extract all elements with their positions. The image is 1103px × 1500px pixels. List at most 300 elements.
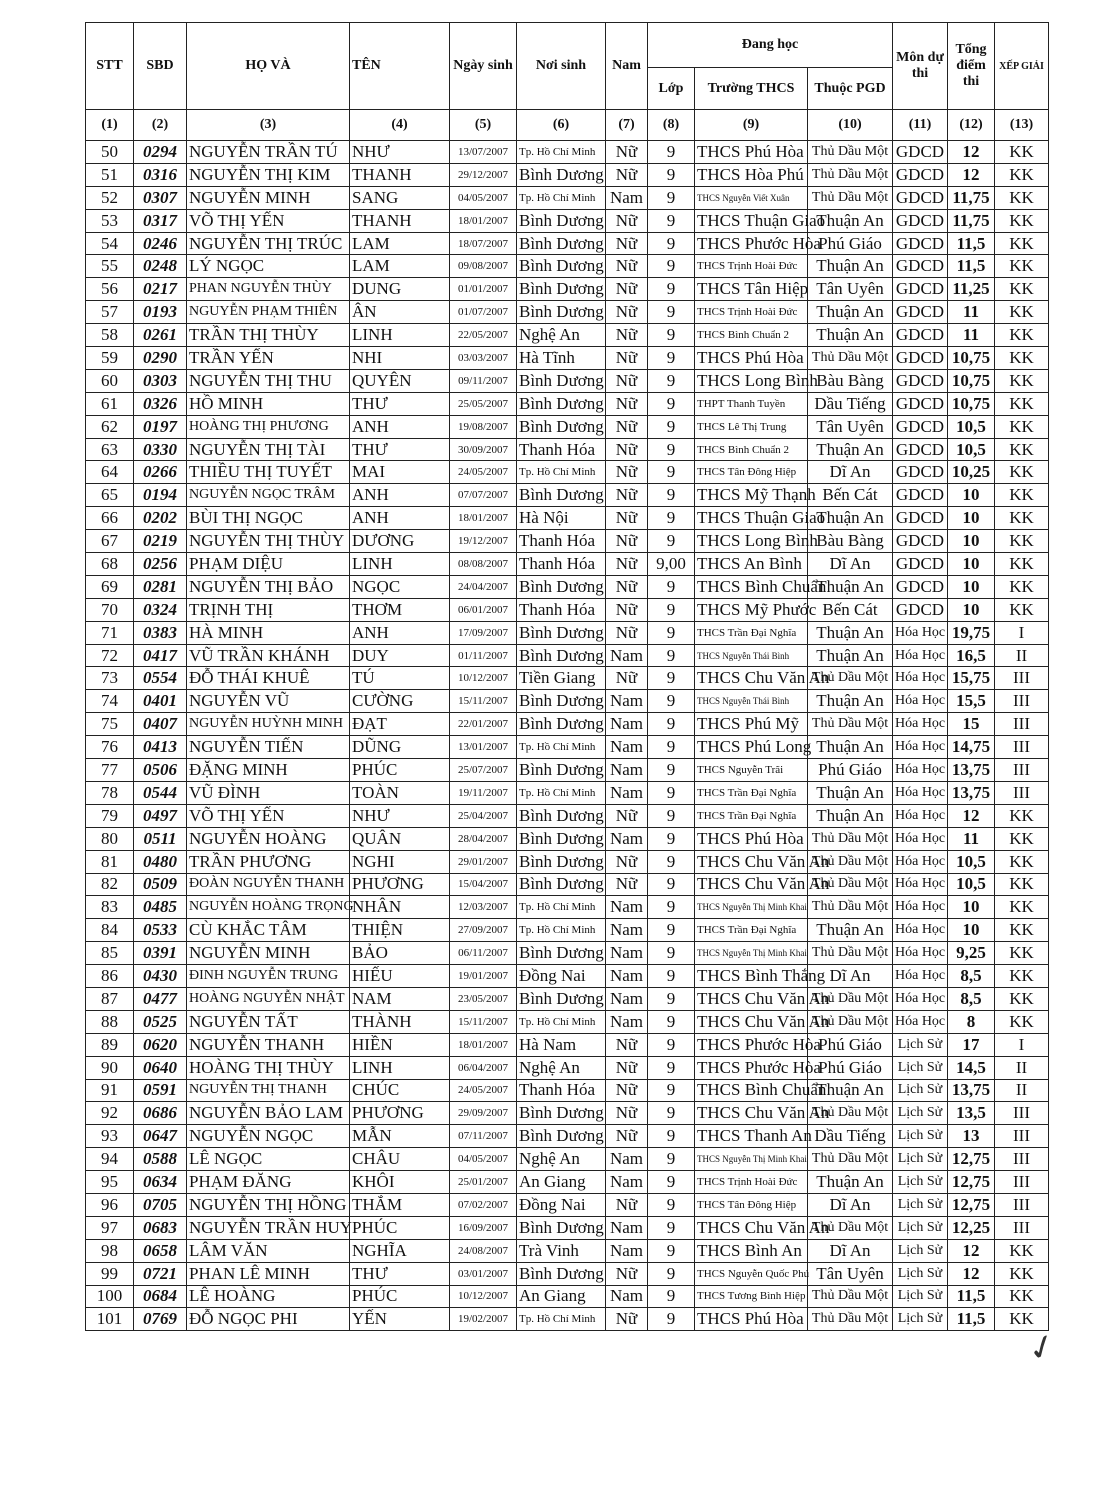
cell-xep-giai: KK: [995, 324, 1049, 347]
cell-mon: GDCD: [893, 186, 948, 209]
cell-gioi-tinh: Nữ: [606, 484, 648, 507]
cell-lop: 9: [648, 644, 695, 667]
cell-noi-sinh: Thanh Hóa: [517, 438, 606, 461]
cell-ho: NGUYỄN HOÀNG TRỌNG: [187, 896, 350, 919]
cell-lop: 9: [648, 415, 695, 438]
cell-truong: THCS Phú Hòa: [695, 1308, 808, 1331]
table-row: [86, 1102, 1049, 1125]
header-num: (5): [450, 110, 517, 141]
cell-sbd: 0248: [134, 255, 187, 278]
table-row: [86, 141, 1049, 164]
cell-ho: VÕ THỊ YẾN: [187, 804, 350, 827]
cell-thuoc-pgd: Thuận An: [808, 1171, 893, 1194]
cell-xep-giai: III: [995, 759, 1049, 782]
cell-gioi-tinh: Nam: [606, 987, 648, 1010]
cell-ten: DŨNG: [350, 736, 450, 759]
cell-ngay-sinh: 19/11/2007: [450, 781, 517, 804]
cell-ho: HOÀNG THỊ PHƯƠNG: [187, 415, 350, 438]
cell-mon: GDCD: [893, 553, 948, 576]
cell-thuoc-pgd: Thuận An: [808, 324, 893, 347]
cell-ngay-sinh: 19/01/2007: [450, 965, 517, 988]
cell-ho: NGUYỄN THỊ THU: [187, 369, 350, 392]
table-row: [86, 507, 1049, 530]
cell-stt: 92: [86, 1102, 134, 1125]
cell-ngay-sinh: 01/11/2007: [450, 644, 517, 667]
cell-mon: GDCD: [893, 324, 948, 347]
cell-sbd: 0430: [134, 965, 187, 988]
cell-ngay-sinh: 29/01/2007: [450, 850, 517, 873]
cell-mon: Hóa Học: [893, 896, 948, 919]
cell-noi-sinh: Tiền Giang: [517, 667, 606, 690]
cell-sbd: 0391: [134, 942, 187, 965]
cell-lop: 9: [648, 301, 695, 324]
cell-ho: PHAN LÊ MINH: [187, 1262, 350, 1285]
cell-sbd: 0219: [134, 530, 187, 553]
table-row: [86, 347, 1049, 370]
cell-ten: DƯƠNG: [350, 530, 450, 553]
cell-tong-diem: 10,75: [948, 392, 995, 415]
cell-lop: 9: [648, 987, 695, 1010]
table-row: [86, 1056, 1049, 1079]
cell-gioi-tinh: Nữ: [606, 163, 648, 186]
cell-gioi-tinh: Nữ: [606, 415, 648, 438]
cell-thuoc-pgd: Thủ Dầu Một: [808, 1148, 893, 1171]
cell-ten: LINH: [350, 1056, 450, 1079]
cell-xep-giai: III: [995, 736, 1049, 759]
cell-ten: NGHI: [350, 850, 450, 873]
cell-ho: NGUYỄN TIẾN: [187, 736, 350, 759]
cell-truong: THCS Phước Hòa: [695, 1056, 808, 1079]
cell-truong: THCS Nguyễn Thái Bình: [695, 644, 808, 667]
cell-xep-giai: KK: [995, 598, 1049, 621]
cell-truong: THCS Phước Hòa: [695, 1033, 808, 1056]
cell-xep-giai: KK: [995, 1308, 1049, 1331]
cell-mon: Hóa Học: [893, 1010, 948, 1033]
cell-mon: GDCD: [893, 392, 948, 415]
cell-stt: 95: [86, 1171, 134, 1194]
cell-ho: TRỊNH THỊ: [187, 598, 350, 621]
cell-truong: THCS Trần Đại Nghĩa: [695, 781, 808, 804]
cell-tong-diem: 19,75: [948, 621, 995, 644]
table-row: [86, 301, 1049, 324]
cell-sbd: 0684: [134, 1285, 187, 1308]
cell-ten: PHƯƠNG: [350, 1102, 450, 1125]
cell-truong: THCS Bình Chuẩn: [695, 575, 808, 598]
cell-gioi-tinh: Nữ: [606, 530, 648, 553]
cell-ngay-sinh: 09/11/2007: [450, 369, 517, 392]
cell-ho: HOÀNG THỊ THÙY: [187, 1056, 350, 1079]
cell-mon: Hóa Học: [893, 644, 948, 667]
cell-truong: THCS Phước Hòa: [695, 232, 808, 255]
cell-truong: THCS Nguyễn Quốc Phú: [695, 1262, 808, 1285]
cell-ho: NGUYỄN VŨ: [187, 690, 350, 713]
cell-ngay-sinh: 15/04/2007: [450, 873, 517, 896]
cell-thuoc-pgd: Bàu Bàng: [808, 369, 893, 392]
cell-stt: 62: [86, 415, 134, 438]
cell-thuoc-pgd: Thủ Dầu Một: [808, 827, 893, 850]
cell-truong: THCS Bình Thắng: [695, 965, 808, 988]
cell-lop: 9,00: [648, 553, 695, 576]
cell-xep-giai: KK: [995, 507, 1049, 530]
cell-ho: THIỀU THỊ TUYẾT: [187, 461, 350, 484]
cell-lop: 9: [648, 850, 695, 873]
cell-thuoc-pgd: Thủ Dầu Một: [808, 163, 893, 186]
cell-mon: Hóa Học: [893, 781, 948, 804]
table-row: [86, 1285, 1049, 1308]
header-num: (4): [350, 110, 450, 141]
table-row: [86, 667, 1049, 690]
signature-mark: ✓: [1022, 1326, 1063, 1371]
cell-noi-sinh: Tp. Hồ Chí Minh: [517, 461, 606, 484]
cell-ho: ĐOÀN NGUYỄN THANH: [187, 873, 350, 896]
cell-ten: PHƯƠNG: [350, 873, 450, 896]
table-row: [86, 461, 1049, 484]
cell-ten: LAM: [350, 232, 450, 255]
cell-stt: 100: [86, 1285, 134, 1308]
cell-stt: 60: [86, 369, 134, 392]
cell-truong: THCS Trịnh Hoài Đức: [695, 1171, 808, 1194]
header-numbers-row: [86, 110, 1049, 141]
cell-ngay-sinh: 22/01/2007: [450, 713, 517, 736]
cell-ten: NHI: [350, 347, 450, 370]
cell-thuoc-pgd: Phú Giáo: [808, 1033, 893, 1056]
cell-ho: NGUYỄN HUỲNH MINH: [187, 713, 350, 736]
cell-ten: THIỆN: [350, 919, 450, 942]
cell-sbd: 0383: [134, 621, 187, 644]
cell-xep-giai: KK: [995, 873, 1049, 896]
cell-lop: 9: [648, 530, 695, 553]
cell-truong: THCS Nguyễn Thái Bình: [695, 690, 808, 713]
header-stt: STT: [86, 23, 134, 110]
cell-ngay-sinh: 15/11/2007: [450, 1010, 517, 1033]
cell-stt: 99: [86, 1262, 134, 1285]
cell-gioi-tinh: Nữ: [606, 278, 648, 301]
cell-sbd: 0509: [134, 873, 187, 896]
cell-ho: HOÀNG NGUYỄN NHẬT: [187, 987, 350, 1010]
cell-ten: TÚ: [350, 667, 450, 690]
cell-mon: GDCD: [893, 347, 948, 370]
cell-stt: 61: [86, 392, 134, 415]
cell-stt: 55: [86, 255, 134, 278]
cell-ten: PHÚC: [350, 1216, 450, 1239]
cell-mon: Lịch Sử: [893, 1216, 948, 1239]
cell-mon: GDCD: [893, 484, 948, 507]
cell-thuoc-pgd: Tân Uyên: [808, 1262, 893, 1285]
cell-noi-sinh: Nghệ An: [517, 1148, 606, 1171]
cell-tong-diem: 11,5: [948, 1308, 995, 1331]
cell-xep-giai: I: [995, 621, 1049, 644]
cell-sbd: 0721: [134, 1262, 187, 1285]
cell-ngay-sinh: 06/01/2007: [450, 598, 517, 621]
cell-ho: NGUYỄN TRẦN TÚ: [187, 141, 350, 164]
cell-stt: 80: [86, 827, 134, 850]
cell-sbd: 0330: [134, 438, 187, 461]
cell-noi-sinh: Tp. Hồ Chí Minh: [517, 141, 606, 164]
cell-noi-sinh: Bình Dương: [517, 301, 606, 324]
cell-lop: 9: [648, 163, 695, 186]
cell-mon: Lịch Sử: [893, 1125, 948, 1148]
cell-truong: THCS Trần Đại Nghĩa: [695, 621, 808, 644]
cell-truong: THCS Mỹ Thạnh: [695, 484, 808, 507]
cell-noi-sinh: Tp. Hồ Chí Minh: [517, 186, 606, 209]
cell-lop: 9: [648, 827, 695, 850]
cell-ngay-sinh: 01/07/2007: [450, 301, 517, 324]
table-row: [86, 1239, 1049, 1262]
cell-stt: 78: [86, 781, 134, 804]
cell-xep-giai: KK: [995, 575, 1049, 598]
cell-tong-diem: 10: [948, 598, 995, 621]
cell-truong: THCS Bình Chuẩn 2: [695, 438, 808, 461]
cell-ten: TOÀN: [350, 781, 450, 804]
cell-stt: 101: [86, 1308, 134, 1331]
cell-noi-sinh: Đồng Nai: [517, 1193, 606, 1216]
table-row: [86, 942, 1049, 965]
cell-ho: HỒ MINH: [187, 392, 350, 415]
cell-ten: THANH: [350, 209, 450, 232]
cell-gioi-tinh: Nam: [606, 965, 648, 988]
table-row: [86, 369, 1049, 392]
cell-truong: THCS Tân Hiệp: [695, 278, 808, 301]
cell-lop: 9: [648, 1193, 695, 1216]
cell-gioi-tinh: Nam: [606, 1285, 648, 1308]
results-table-body: [86, 141, 1049, 1331]
cell-gioi-tinh: Nữ: [606, 598, 648, 621]
cell-ho: CÙ KHẮC TÂM: [187, 919, 350, 942]
cell-thuoc-pgd: Thủ Dầu Một: [808, 347, 893, 370]
cell-mon: Hóa Học: [893, 873, 948, 896]
header-xep-giai: XẾP GIẢI: [995, 23, 1049, 110]
cell-ngay-sinh: 13/01/2007: [450, 736, 517, 759]
cell-xep-giai: III: [995, 713, 1049, 736]
cell-lop: 9: [648, 965, 695, 988]
cell-gioi-tinh: Nữ: [606, 667, 648, 690]
cell-ten: NHƯ: [350, 804, 450, 827]
cell-lop: 9: [648, 255, 695, 278]
cell-ten: DUNG: [350, 278, 450, 301]
cell-ho: NGUYỄN THỊ TRÚC: [187, 232, 350, 255]
cell-gioi-tinh: Nam: [606, 781, 648, 804]
table-row: [86, 1079, 1049, 1102]
cell-thuoc-pgd: Dĩ An: [808, 461, 893, 484]
cell-lop: 9: [648, 942, 695, 965]
cell-stt: 57: [86, 301, 134, 324]
cell-xep-giai: KK: [995, 1010, 1049, 1033]
cell-tong-diem: 15,5: [948, 690, 995, 713]
cell-sbd: 0705: [134, 1193, 187, 1216]
cell-tong-diem: 10,75: [948, 347, 995, 370]
cell-lop: 9: [648, 1285, 695, 1308]
cell-lop: 9: [648, 1148, 695, 1171]
cell-tong-diem: 12: [948, 1239, 995, 1262]
cell-ho: NGUYỄN PHẠM THIÊN: [187, 301, 350, 324]
cell-sbd: 0544: [134, 781, 187, 804]
cell-stt: 97: [86, 1216, 134, 1239]
cell-lop: 9: [648, 873, 695, 896]
cell-gioi-tinh: Nam: [606, 736, 648, 759]
cell-ho: NGUYỄN THỊ HỒNG: [187, 1193, 350, 1216]
cell-ngay-sinh: 18/01/2007: [450, 507, 517, 530]
cell-thuoc-pgd: Thủ Dầu Một: [808, 896, 893, 919]
cell-lop: 9: [648, 209, 695, 232]
cell-thuoc-pgd: Thủ Dầu Một: [808, 850, 893, 873]
cell-noi-sinh: Bình Dương: [517, 1125, 606, 1148]
header-num: (9): [695, 110, 808, 141]
cell-noi-sinh: Bình Dương: [517, 621, 606, 644]
cell-tong-diem: 11,5: [948, 1285, 995, 1308]
cell-stt: 83: [86, 896, 134, 919]
cell-ngay-sinh: 24/04/2007: [450, 575, 517, 598]
cell-xep-giai: KK: [995, 1262, 1049, 1285]
header-dang-hoc: Đang học: [648, 23, 893, 68]
cell-thuoc-pgd: Thuận An: [808, 621, 893, 644]
cell-stt: 72: [86, 644, 134, 667]
cell-ho: ĐỖ NGỌC PHI: [187, 1308, 350, 1331]
table-row: [86, 415, 1049, 438]
cell-gioi-tinh: Nữ: [606, 232, 648, 255]
table-row: [86, 163, 1049, 186]
cell-stt: 54: [86, 232, 134, 255]
cell-sbd: 0769: [134, 1308, 187, 1331]
cell-lop: 9: [648, 438, 695, 461]
header-nam: Nam: [606, 23, 648, 110]
cell-truong: THCS Nguyễn Thị Minh Khai: [695, 942, 808, 965]
cell-tong-diem: 9,25: [948, 942, 995, 965]
header-ngay-sinh: Ngày sinh: [450, 23, 517, 110]
cell-gioi-tinh: Nữ: [606, 1308, 648, 1331]
cell-ten: QUÂN: [350, 827, 450, 850]
cell-ho: ĐẶNG MINH: [187, 759, 350, 782]
cell-thuoc-pgd: Phú Giáo: [808, 232, 893, 255]
cell-sbd: 0683: [134, 1216, 187, 1239]
cell-ho: VŨ TRẦN KHÁNH: [187, 644, 350, 667]
header-num: (6): [517, 110, 606, 141]
cell-noi-sinh: Bình Dương: [517, 278, 606, 301]
cell-ngay-sinh: 28/04/2007: [450, 827, 517, 850]
cell-ten: NGỌC: [350, 575, 450, 598]
cell-gioi-tinh: Nữ: [606, 209, 648, 232]
cell-gioi-tinh: Nữ: [606, 1033, 648, 1056]
cell-xep-giai: III: [995, 667, 1049, 690]
cell-tong-diem: 12,75: [948, 1193, 995, 1216]
cell-gioi-tinh: Nữ: [606, 461, 648, 484]
cell-ten: CHÂU: [350, 1148, 450, 1171]
header-num: (7): [606, 110, 648, 141]
cell-ho: NGUYỄN BẢO LAM: [187, 1102, 350, 1125]
cell-ho: TRẦN THỊ THÙY: [187, 324, 350, 347]
cell-tong-diem: 15,75: [948, 667, 995, 690]
cell-mon: Lịch Sử: [893, 1308, 948, 1331]
cell-ngay-sinh: 06/04/2007: [450, 1056, 517, 1079]
cell-lop: 9: [648, 1262, 695, 1285]
cell-xep-giai: KK: [995, 896, 1049, 919]
cell-gioi-tinh: Nữ: [606, 392, 648, 415]
cell-ngay-sinh: 23/05/2007: [450, 987, 517, 1010]
cell-xep-giai: II: [995, 644, 1049, 667]
cell-ten: ANH: [350, 507, 450, 530]
cell-ngay-sinh: 25/07/2007: [450, 759, 517, 782]
cell-truong: THCS Trịnh Hoài Đức: [695, 301, 808, 324]
cell-tong-diem: 10: [948, 484, 995, 507]
cell-ho: NGUYỄN THỊ KIM: [187, 163, 350, 186]
cell-ten: ANH: [350, 484, 450, 507]
cell-noi-sinh: Đồng Nai: [517, 965, 606, 988]
table-row: [86, 1010, 1049, 1033]
cell-thuoc-pgd: Thuận An: [808, 1079, 893, 1102]
cell-mon: Lịch Sử: [893, 1171, 948, 1194]
cell-ten: THƯ: [350, 392, 450, 415]
cell-stt: 88: [86, 1010, 134, 1033]
cell-xep-giai: KK: [995, 484, 1049, 507]
cell-ngay-sinh: 12/03/2007: [450, 896, 517, 919]
cell-ngay-sinh: 17/09/2007: [450, 621, 517, 644]
cell-stt: 85: [86, 942, 134, 965]
cell-tong-diem: 13,5: [948, 1102, 995, 1125]
cell-gioi-tinh: Nữ: [606, 141, 648, 164]
cell-sbd: 0620: [134, 1033, 187, 1056]
cell-ho: NGUYỄN HOÀNG: [187, 827, 350, 850]
cell-ngay-sinh: 07/02/2007: [450, 1193, 517, 1216]
cell-ten: MAI: [350, 461, 450, 484]
table-row: [86, 278, 1049, 301]
cell-ho: NGUYỄN THỊ THANH: [187, 1079, 350, 1102]
cell-thuoc-pgd: Thủ Dầu Một: [808, 1308, 893, 1331]
cell-lop: 9: [648, 781, 695, 804]
cell-ten: CƯỜNG: [350, 690, 450, 713]
cell-ngay-sinh: 30/09/2007: [450, 438, 517, 461]
cell-stt: 93: [86, 1125, 134, 1148]
cell-ten: LINH: [350, 553, 450, 576]
cell-ngay-sinh: 06/11/2007: [450, 942, 517, 965]
cell-truong: THCS Nguyễn Viết Xuân: [695, 186, 808, 209]
cell-gioi-tinh: Nam: [606, 919, 648, 942]
cell-stt: 79: [86, 804, 134, 827]
cell-truong: THCS Thuận Giao: [695, 507, 808, 530]
cell-thuoc-pgd: Thuận An: [808, 209, 893, 232]
cell-ten: SANG: [350, 186, 450, 209]
cell-thuoc-pgd: Tân Uyên: [808, 278, 893, 301]
cell-thuoc-pgd: Thủ Dầu Một: [808, 942, 893, 965]
cell-tong-diem: 10: [948, 530, 995, 553]
cell-lop: 9: [648, 324, 695, 347]
cell-truong: THCS Tương Bình Hiệp: [695, 1285, 808, 1308]
cell-ten: NHÂN: [350, 896, 450, 919]
cell-gioi-tinh: Nữ: [606, 1262, 648, 1285]
cell-truong: THCS Chu Văn An: [695, 1216, 808, 1239]
cell-ho: NGUYỄN THỊ THÙY: [187, 530, 350, 553]
cell-mon: GDCD: [893, 163, 948, 186]
table-row: [86, 827, 1049, 850]
cell-ngay-sinh: 22/05/2007: [450, 324, 517, 347]
cell-ngay-sinh: 03/03/2007: [450, 347, 517, 370]
cell-stt: 69: [86, 575, 134, 598]
cell-stt: 74: [86, 690, 134, 713]
cell-mon: Lịch Sử: [893, 1033, 948, 1056]
cell-ten: THANH: [350, 163, 450, 186]
cell-ngay-sinh: 07/07/2007: [450, 484, 517, 507]
cell-sbd: 0417: [134, 644, 187, 667]
cell-noi-sinh: Bình Dương: [517, 163, 606, 186]
cell-noi-sinh: Bình Dương: [517, 987, 606, 1010]
cell-mon: GDCD: [893, 575, 948, 598]
cell-xep-giai: KK: [995, 530, 1049, 553]
cell-sbd: 0281: [134, 575, 187, 598]
cell-ten: MẪN: [350, 1125, 450, 1148]
cell-gioi-tinh: Nữ: [606, 850, 648, 873]
cell-xep-giai: KK: [995, 965, 1049, 988]
cell-mon: Lịch Sử: [893, 1193, 948, 1216]
cell-lop: 9: [648, 1239, 695, 1262]
cell-gioi-tinh: Nam: [606, 827, 648, 850]
